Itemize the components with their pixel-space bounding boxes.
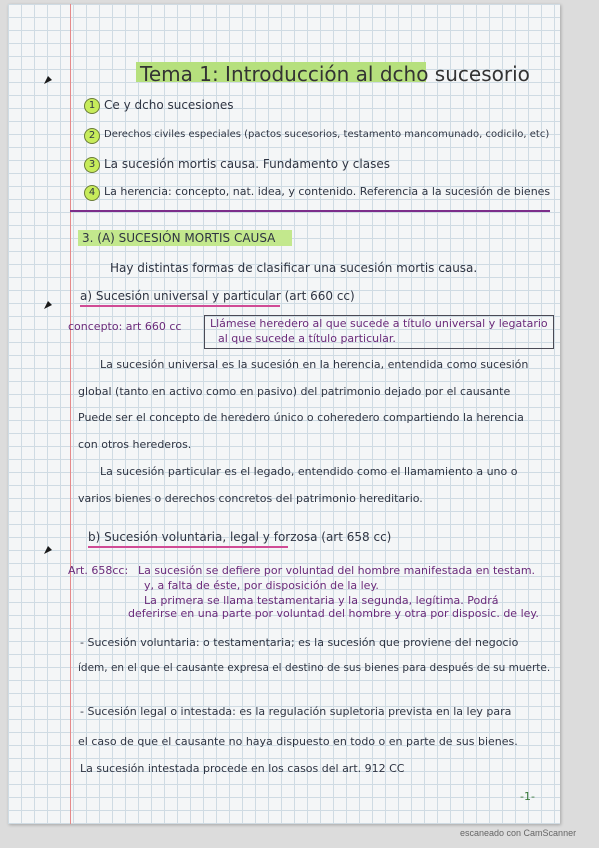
article-line: La primera se llama testamentaria y la segunda, legítima. Podrá [144,594,499,607]
article-line: y, a falta de éste, por disposición de la ley. [144,579,379,592]
subheading-a: a) Sucesión universal y particular (art 660 cc) [80,289,355,303]
subheading-underline [80,305,280,307]
subheading-underline [88,546,288,548]
body-line: con otros herederos. [78,438,192,451]
body-line: varios bienes o derechos concretos del patrimonio hereditario. [78,492,423,505]
body-line: La sucesión intestada procede en los casos del art. 912 CC [80,762,405,775]
subheading-b: b) Sucesión voluntaria, legal y forzosa (art 658 cc) [88,530,392,544]
notebook-paper [8,4,560,824]
body-line: La sucesión universal es la sucesión en la herencia, entendida como sucesión [100,358,529,371]
index-item: Ce y dcho sucesiones [104,98,234,112]
binder-hole-icon [42,299,54,311]
article-line: deferirse en una parte por voluntad del hombre y otra por disposic. de ley. [128,607,539,620]
intro-text: Hay distintas formas de clasificar una sucesión mortis causa. [110,261,478,275]
article-label: Art. 658cc: [68,564,129,577]
binder-hole-icon [42,74,54,86]
page-number: -1- [520,790,535,803]
section-heading: 3. (A) SUCESIÓN MORTIS CAUSA [82,231,276,245]
margin-line [70,4,71,824]
concepto-line: Llámese heredero al que sucede a título universal y legatario [210,317,548,330]
concepto-line: al que sucede a título particular. [218,332,396,345]
binder-hole-icon [42,544,54,556]
section-divider [70,210,550,212]
body-line: Puede ser el concepto de heredero único o coheredero compartiendo la herencia [78,411,524,424]
body-line: global (tanto en activo como en pasivo) del patrimonio dejado por el causante [78,385,511,398]
body-line: el caso de que el causante no haya dispuesto en todo o en parte de sus bienes. [78,735,518,748]
scanner-watermark: escaneado con CamScanner [460,828,577,838]
index-number: 1 [84,98,100,114]
index-number: 4 [84,185,100,201]
body-line: - Sucesión voluntaria: o testamentaria; es la sucesión que proviene del negocio [80,636,519,649]
page-title: Tema 1: Introducción al dcho sucesorio [140,62,530,86]
index-item: La sucesión mortis causa. Fundamento y clases [104,157,390,171]
index-item: La herencia: concepto, nat. idea, y contenido. Referencia a la sucesión de bienes [104,185,551,198]
body-line: - Sucesión legal o intestada: es la regulación supletoria prevista en la ley para [80,705,512,718]
index-item: Derechos civiles especiales (pactos sucesorios, testamento mancomunado, codicilo, etc) [104,129,550,140]
article-line: La sucesión se defiere por voluntad del hombre manifestada en testam. [138,564,536,577]
concepto-label: concepto: art 660 cc [68,320,182,333]
body-line: La sucesión particular es el legado, entendido como el llamamiento a uno o [100,465,518,478]
index-number: 3 [84,157,100,173]
body-line: ídem, en el que el causante expresa el destino de sus bienes para después de su muerte. [78,662,551,674]
index-number: 2 [84,128,100,144]
